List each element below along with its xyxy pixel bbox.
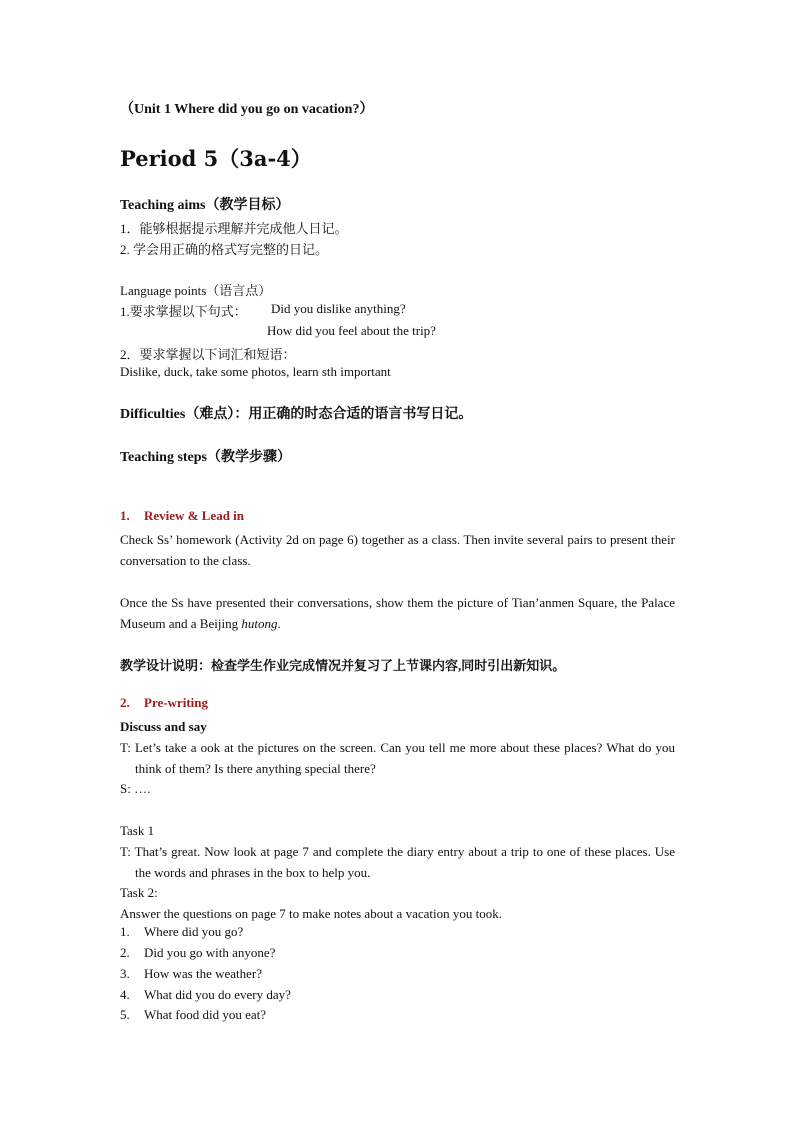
lp-sentence-1: Did you dislike anything? xyxy=(271,301,406,316)
question-text: What did you do every day? xyxy=(144,987,291,1002)
language-points-heading: Language points（语言点） xyxy=(120,283,272,298)
task1-text: T: That’s great. Now look at page 7 and complete the diary entry about a trip to one of these places. Use the words and phrases in the box to help you. xyxy=(120,844,675,880)
question-number: 5. xyxy=(120,1007,130,1022)
teaching-aims-heading: Teaching aims（教学目标） xyxy=(120,198,290,213)
question-number: 4. xyxy=(120,987,130,1002)
lp-sentence-2: How did you feel about the trip? xyxy=(267,323,436,338)
lp-item1-label: 1.要求掌握以下句式： xyxy=(120,304,247,319)
task2-label: Task 2: xyxy=(120,885,158,900)
unit-title: （Unit 1 Where did you go on vacation?） xyxy=(120,102,374,117)
teacher-line: T: Let’s take a ook at the pictures on the screen. Can you tell me more about these places? What do you think of them? Is there anything special there? xyxy=(120,740,675,776)
lp-vocab: Dislike, duck, take some photos, learn sth important xyxy=(120,364,391,379)
question-item xyxy=(120,966,262,982)
question-item xyxy=(120,924,243,940)
step1-title: Review & Lead in xyxy=(144,508,245,523)
question-item xyxy=(120,987,291,1003)
task2-text: Answer the questions on page 7 to make notes about a vacation you took. xyxy=(120,906,502,921)
aim-item-2: 2. 学会用正确的格式写完整的日记。 xyxy=(120,242,329,257)
question-text: Did you go with anyone? xyxy=(144,945,276,960)
step1-para2 xyxy=(120,592,675,634)
lp-item2-label: 2．要求掌握以下词汇和短语： xyxy=(120,347,296,362)
question-text: Where did you go? xyxy=(144,924,244,939)
design-note: 教学设计说明：检查学生作业完成情况并复习了上节课内容,同时引出新知识。 xyxy=(120,658,566,673)
step2-number: 2. xyxy=(120,695,130,710)
period-title: Period 5（3a-4） xyxy=(120,146,312,171)
aim-item-1: 1．能够根据提示理解并完成他人日记。 xyxy=(120,221,348,236)
question-item xyxy=(120,1007,266,1023)
step1-number: 1. xyxy=(120,508,130,523)
step1-para2-hutong: hutong xyxy=(241,616,278,631)
question-number: 1. xyxy=(120,924,130,939)
step2-title: Pre-writing xyxy=(144,695,209,710)
question-number: 3. xyxy=(120,966,130,981)
step1-para1: Check Ss’ homework (Activity 2d on page 6) together as a class. Then invite several pairs to present their conversation to the class. xyxy=(120,532,675,568)
step1-heading xyxy=(120,508,244,524)
student-line: S: …. xyxy=(120,781,151,796)
step1-para2-end: . xyxy=(277,616,281,631)
discuss-heading: Discuss and say xyxy=(120,719,207,734)
task1-label: Task 1 xyxy=(120,823,155,838)
step1-para2-text: Once the Ss have presented their conversations, show them the picture of Tian’anmen Square, the Palace Museum and a Beijing xyxy=(120,595,675,631)
question-number: 2. xyxy=(120,945,130,960)
step2-heading xyxy=(120,695,208,711)
teaching-steps-heading: Teaching steps（教学步骤） xyxy=(120,450,292,465)
difficulties-line: Difficulties（难点）：用正确的时态合适的语言书写日记。 xyxy=(120,407,473,422)
question-item xyxy=(120,945,275,961)
question-text: What food did you eat? xyxy=(144,1007,267,1022)
question-text: How was the weather? xyxy=(144,966,263,981)
